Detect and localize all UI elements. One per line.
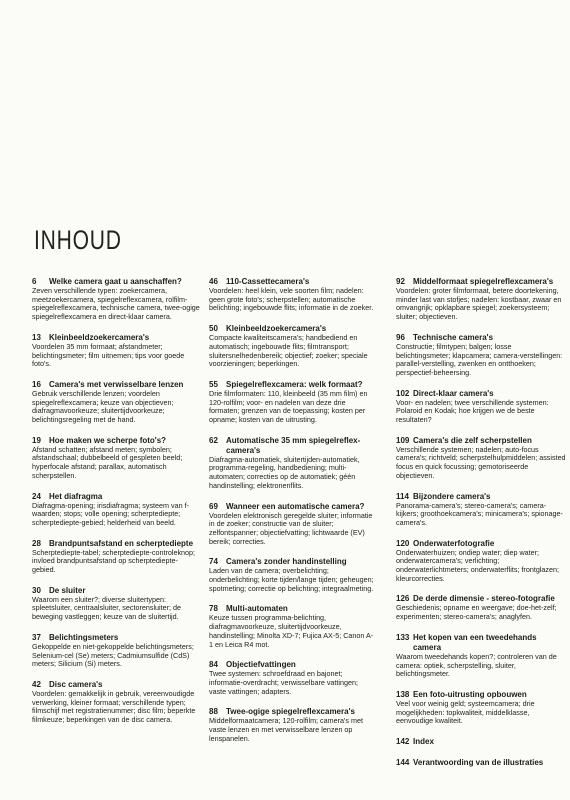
chapter-description: Diafragma-automatiek, sluitertijden-automatiek, programma-regeling, handbediening; multi-automaten; correcties op de automatiek; géén handinstelling; elektronenflits.: [209, 454, 360, 490]
page-number: 19: [32, 435, 41, 445]
chapter-description: Scherptediepte-tabel; scherptediepte-controleknop; invloed brandpuntsafstand op scherptediepte-gebied.: [32, 547, 196, 575]
toc-entry: [32, 277, 200, 322]
chapter-description: Compacte kwaliteitscamera's; handbediend en automatisch; ingebouwde flits; filmtransport; sluitersnelhedenbereik; objectief; zoeker; speciale voorzieningen; beperkingen.: [209, 333, 368, 369]
toc-entry: [32, 380, 200, 425]
chapter-description: Onderwaterhuizen; ondiep water; diep water; onderwatercamera's; verlichting; onderwaterlichtmeters; onderwaterflits; frontglazen; kleurcorrecties.: [396, 547, 559, 583]
toc-entry-heading: [396, 758, 566, 768]
page-number: 142: [396, 737, 410, 747]
chapter-description: Verschillende systemen; nadelen; auto-focus camera's; richtveld; scherpstelhulpmiddelen; assisted focus en quick focussing; gemotoriseerde objectieven.: [396, 444, 566, 480]
chapter-description: Voor- en nadelen; twee verschillende systemen: Polaroid en Kodak; hoe krijgen we de beste resultaten?: [396, 397, 549, 425]
chapter-title: 110-Cassettecamera's: [226, 277, 310, 286]
chapter-description: Voordelen: heel klein, vele soorten film; nadelen: geen grote foto's; scherpstellen; automatische belichting; ingebouwde flits; informatie in de zoeker.: [209, 286, 374, 313]
toc-entry: [396, 333, 566, 378]
toc-entry: [396, 539, 566, 584]
page-number: 74: [209, 557, 218, 567]
toc-entry: [396, 758, 566, 768]
toc-entry: [209, 324, 377, 369]
chapter-description: Laden van de camera; overbelichting; onderbelichting; korte tijden/lange tijden; geheugen; spotmeting; correctie op belichting; integraalmeting.: [209, 566, 374, 593]
chapter-title: Disc camera's: [49, 679, 103, 689]
toc-entry: [32, 633, 200, 669]
page-number: 69: [209, 501, 218, 511]
chapter-description: Zeven verschillende typen: zoekercamera, meetzoekercamera, spiegelreflexcamera, rolfilm-spiegelreflexcamera, technische camera, twee-ogige spiegelreflexcamera en direct-klaar camera.: [32, 286, 200, 322]
chapter-title: Wanneer een automatische camera?: [226, 501, 365, 511]
chapter-description: Keuze tussen programma-belichting, diafragmavoorkeuze, sluitertijdvoorkeuze, handinstelling; Minolta XD-7; Fujica AX-5; Canon A-1 en Leica R4 mot.: [209, 613, 374, 649]
chapter-title: Index: [413, 737, 434, 747]
chapter-description: Geschiedenis; opname en weergave; doe-het-zelf; experimenten; stereo-camera's; anaglyfen.: [396, 603, 557, 622]
page-number: 138: [396, 689, 410, 699]
page-number: 24: [32, 491, 41, 501]
chapter-description: Voordelen: gemakkelijk in gebruik, vereenvoudigde verwerking, kleiner formaat; verschillende typen; filmschijf met registratienummer; disc film; beperkte filmkeuze; beperkingen van de disc camera.: [32, 688, 196, 725]
page-number: 96: [396, 332, 405, 342]
chapter-title: Spiegelreflexcamera: welk formaat?: [226, 379, 363, 389]
chapter-title: De sluiter: [49, 585, 86, 595]
page-number: 6: [32, 277, 37, 286]
toc-entry: [32, 539, 200, 575]
page-number: 37: [32, 632, 41, 642]
toc-entry: [32, 436, 200, 481]
chapter-description: Veel voor weinig geld; systeemcamera; drie mogelijkheden: topkwaliteit, middelklasse, eenvoudige kwaliteit.: [396, 698, 535, 726]
page-number: 88: [209, 707, 218, 717]
chapter-title: Welke camera gaat u aanschaffen?: [49, 277, 182, 286]
toc-entry: [396, 389, 566, 425]
chapter-title: Camera's met verwisselbare lenzen: [49, 379, 184, 389]
toc-entry: [396, 594, 566, 621]
page-number: 126: [396, 594, 410, 604]
page-number: 30: [32, 585, 41, 595]
page-title: INHOUD: [34, 225, 122, 255]
chapter-title: Bijzondere camera's: [413, 491, 491, 501]
chapter-title: Direct-klaar camera's: [413, 388, 494, 398]
chapter-title: Het diafragma: [49, 491, 103, 501]
page-number: 92: [396, 277, 405, 286]
page-number: 16: [32, 379, 41, 389]
toc-entry: [209, 277, 377, 313]
toc-entry: [396, 690, 566, 726]
chapter-description: Gekoppelde en niet-gekoppelde belichtingsmeters; Selenium-cel (Se) meters; Cadmiumsulfide (CdS) meters; Silicium (Si) meters.: [32, 641, 194, 669]
toc-entry: [209, 502, 377, 547]
chapter-title: De derde dimensie - stereo-fotografie: [413, 594, 555, 604]
toc-entry: [396, 492, 566, 528]
page-number: 84: [209, 660, 218, 670]
page-number: 133: [396, 632, 410, 642]
chapter-description: Constructie; filmtypen; balgen; losse belichtingsmeter; klapcamera; camera-verstellingen: parallel-verstelling, zwenken en ontthoeken; perspectief-beheersing.: [396, 341, 563, 377]
toc-entry: [209, 380, 377, 425]
toc-column-3: [396, 277, 566, 779]
toc-entry: [32, 492, 200, 528]
chapter-title: Hoe maken we scherpe foto's?: [49, 435, 167, 445]
chapter-title: Belichtingsmeters: [49, 632, 119, 642]
chapter-title: Camera's die zelf scherpstellen: [413, 435, 532, 445]
page-number: 120: [396, 538, 410, 548]
chapter-title: Automatische 35 mm spiegelreflex-camera's: [226, 435, 361, 455]
toc-entry: [32, 586, 200, 622]
chapter-description: Twee systemen: schroefdraad en bajonet; informatie-overdracht; verwisselbare vattingen; vaste vattingen; adapters.: [209, 669, 359, 696]
toc-entry: [396, 633, 566, 679]
chapter-description: Voordelen elektronisch geregelde sluiter; informatie in de zoeker; constructie van de sluiter; zelfontspanner; objectiefvatting; lichtwaarde (EV) bereik; correcties.: [209, 510, 373, 546]
page-number: 109: [396, 435, 410, 445]
chapter-title: Verantwoording van de illustraties: [413, 758, 544, 768]
page-number: 50: [209, 324, 218, 334]
page-number: 62: [209, 435, 218, 445]
page-number: 102: [396, 388, 410, 398]
toc-entry-heading: [396, 633, 566, 653]
page-number: 144: [396, 758, 410, 768]
toc-entry: [209, 660, 377, 696]
toc-entry: [396, 277, 566, 322]
toc-entry-heading: [209, 436, 377, 456]
page-number: 46: [209, 277, 218, 286]
toc-entry: [209, 604, 377, 649]
chapter-description: Voordelen: groter filmformaat, betere doortekening, minder last van stofjes; nadelen: kostbaar, zwaar en omvangrijk; opklapbare spiegel; zoekersysteem; sluiter; objectieven.: [396, 286, 562, 322]
toc-column-2: [209, 277, 377, 755]
toc-entry-heading: [396, 737, 566, 747]
toc-entry: [396, 436, 566, 481]
chapter-description: Waarom een sluiter?; diverse sluitertypen: spleetsluiter, centraalsluiter, sectorensluiter; de beweging vastleggen; keuze van de sluitertijd.: [32, 594, 182, 622]
chapter-title: Het kopen van een tweedehands camera: [413, 632, 537, 652]
chapter-title: Technische camera's: [413, 332, 494, 342]
chapter-description: Waarom tweedehands kopen?; controleren van de camera: optiek, scherpstelling, sluiter, belichtingsmeter.: [396, 651, 557, 679]
chapter-title: Objectiefvattingen: [226, 660, 296, 670]
chapter-description: Voordelen 35 mm formaat; afstandmeter; belichtingsmeter; film uitnemen; tips voor goede foto's.: [32, 341, 185, 369]
page-number: 114: [396, 491, 409, 501]
toc-entry: [209, 436, 377, 491]
chapter-title: Kleinbeeldzoekercamera's: [226, 324, 327, 334]
toc-entry: [396, 737, 566, 747]
toc-column-1: [32, 277, 200, 736]
chapter-title: Middelformaat spiegelreflexcamera's: [413, 277, 554, 286]
page-number: 42: [32, 679, 41, 689]
chapter-description: Middelformaatcamera; 120-rolfilm; camera's met vaste lenzen en met verwisselbare lenzen op lenspanelen.: [209, 716, 363, 743]
chapter-title: Brandpuntsafstand en scherptediepte: [49, 538, 194, 548]
chapter-description: Afstand schatten; afstand meten; symbolen; afstandschaal; dubbelbeeld of gespleten beeld; hyperfocale afstand; parallax, automatisch scherpstellen.: [32, 444, 183, 480]
toc-entry: [32, 680, 200, 725]
page-number: 13: [32, 332, 41, 342]
chapter-title: Camera's zonder handinstelling: [226, 557, 347, 567]
chapter-title: Kleinbeeldzoekercamera's: [49, 332, 150, 342]
chapter-description: Diafragma-opening; irisdiafragma; systeem van f-waarden; stops; volle opening; scherptediepte; scherptediepte-gebied; helderheid van beeld.: [32, 500, 189, 527]
toc-entry: [209, 557, 377, 593]
chapter-title: Een foto-uitrusting opbouwen: [413, 689, 527, 699]
chapter-title: Onderwaterfotografie: [413, 538, 495, 548]
toc-entry: [209, 707, 377, 743]
chapter-title: Multi-automaten: [226, 604, 288, 614]
page-number: 28: [32, 538, 41, 548]
chapter-title: Twee-ogige spiegelreflexcamera's: [226, 707, 355, 717]
chapter-description: Panorama-camera's; stereo-camera's; camera-kijkers; groothoekcamera's; minicamera's; spionage-camera's.: [396, 500, 563, 527]
page-number: 78: [209, 604, 218, 614]
chapter-description: Gebruik verschillende lenzen; voordelen spiegelreflexcamera; keuze van objectieven; diafragmavoorkeuze; sluitertijdvoorkeuze; belichtingsregeling met de hand.: [32, 388, 174, 425]
chapter-description: Drie filmformaten: 110, kleinbeeld (35 mm film) en 120-rolfilm; voor- en nadelen van deze drie formaten; grenzen van de toepassing; kosten per opname; kosten van de uitrusting.: [209, 388, 368, 425]
toc-entry: [32, 333, 200, 369]
page-number: 55: [209, 379, 218, 389]
